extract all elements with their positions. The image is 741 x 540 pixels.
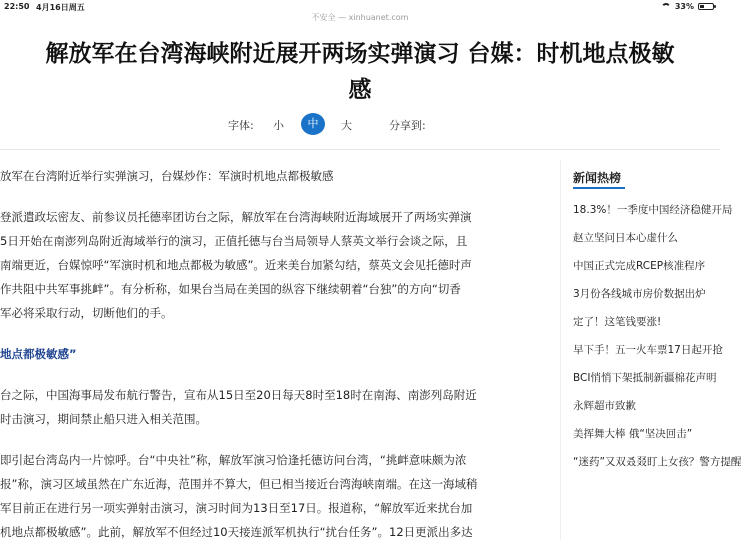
font-label: 字体:: [228, 119, 254, 132]
article-line: 报”称，演习区域虽然在广东近海，范围并不算大，但已相当接近台湾海峡南端。在这一海域稍: [0, 477, 478, 491]
status-right: [661, 2, 714, 11]
hot-news-item[interactable]: “迷药”又双叒叕盯上女孩？警方提醒: [573, 456, 741, 468]
sidebar-title-underline: [573, 187, 625, 189]
font-medium-button[interactable]: 中: [301, 113, 325, 135]
article-line: 作共阻中共军事挑衅”。有分析称，如果台当局在美国的纵容下继续朝着“台独”的方向“切香: [0, 282, 461, 296]
battery-icon: [698, 3, 714, 10]
article-line: 时击演习，期间禁止船只进入相关范围。: [0, 412, 207, 426]
divider: [0, 149, 720, 150]
status-date: 4月16日周五: [36, 3, 85, 12]
font-large-button[interactable]: 大: [341, 119, 352, 132]
title-line-1: 解放军在台湾海峡附近展开两场实弹演习 台媒：时机地点极敏: [45, 41, 675, 67]
hot-news-item[interactable]: 赵立坚问日本心虚什么: [573, 232, 678, 244]
hot-news-item[interactable]: 美挥舞大棒 俄“坚决回击”: [573, 428, 693, 440]
page-title: [0, 36, 720, 108]
article-line: 军目前正在进行另一项实弹射击演习，演习时间为13日至17日。报道称，“解放军近来扰台加: [0, 501, 473, 515]
wifi-icon: [661, 3, 671, 10]
hot-news-item[interactable]: 定了！这笔钱要涨!: [573, 316, 662, 328]
article-line: 5日开始在南澎列岛附近海域举行的演习，正值托德与台当局领导人蔡英文举行会谈之际，且: [0, 234, 468, 248]
address-bar[interactable]: 不安全 — xinhuanet.com: [311, 13, 409, 22]
hot-news-item[interactable]: 中国正式完成RCEP核准程序: [573, 260, 706, 272]
hot-news-item[interactable]: BCI悄悄下架抵制新疆棉花声明: [573, 372, 717, 384]
title-line-2: 感: [348, 77, 372, 103]
article-line: 登派遣政坛密友、前参议员托德率团访台之际，解放军在台湾海峡附近海域展开了两场实弹演: [0, 210, 472, 224]
article-line: 即引起台湾岛内一片惊呼。台“中央社”称，解放军演习恰逢托德访问台湾，“挑衅意味颇为浓: [0, 453, 467, 467]
sidebar-divider: [560, 160, 561, 540]
sidebar-title: 新闻热榜: [573, 171, 622, 185]
share-label[interactable]: 分享到:: [389, 119, 426, 132]
article-line: 军必将采取行动，切断他们的手。: [0, 306, 173, 320]
article-line: 台之际，中国海事局发布航行警告，宣布从15日至20日每天8时至18时在南海、南澎列岛附近: [0, 388, 477, 402]
article-line: 机地点都极敏感”。此前，解放军不但经过10天接连派军机执行“扰台任务”。12日更派出多达: [0, 525, 473, 539]
font-size-bar: [0, 112, 720, 136]
article-line: 南端更近，台媒惊呼“军演时机和地点都极为敏感”。近来美台加紧勾结，蔡英文会见托德时声: [0, 258, 472, 272]
article-line: 放军在台湾附近举行实弹演习，台媒炒作：军演时机地点都极敏感: [0, 169, 334, 183]
status-time: 22:50: [4, 2, 30, 11]
hot-news-item[interactable]: 早下手！五一火车票17日起开抢: [573, 344, 723, 356]
battery-percent: 33%: [674, 2, 694, 11]
hot-news-item[interactable]: 3月份各线城市房价数据出炉: [573, 288, 706, 300]
font-small-button[interactable]: 小: [273, 119, 284, 132]
hot-news-item[interactable]: 永辉超市致歉: [573, 400, 636, 412]
battery-fill: [700, 5, 704, 8]
article-subheading: 地点都极敏感”: [0, 347, 77, 361]
hot-news-item[interactable]: 18.3%！一季度中国经济稳健开局: [573, 204, 733, 216]
